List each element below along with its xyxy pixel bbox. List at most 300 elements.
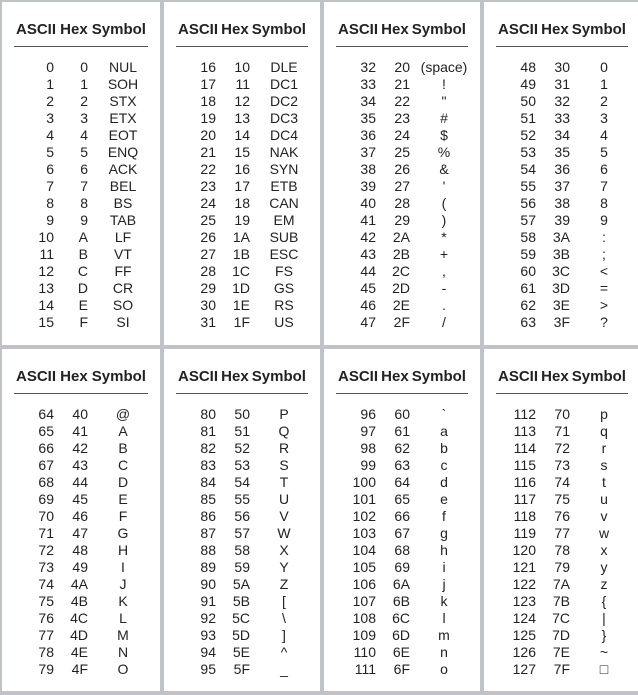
table-row (176, 593, 308, 610)
table-row (336, 127, 468, 144)
symbol-cell: DC4 (269, 127, 298, 143)
column-header (336, 21, 468, 47)
table-row (496, 525, 628, 542)
table-row (496, 610, 628, 627)
hex-cell: 26 (394, 161, 410, 177)
symbol-cell: TAB (109, 212, 137, 228)
hex-cell: 16 (234, 161, 250, 177)
table-row (176, 110, 308, 127)
symbol-cell: FS (275, 263, 293, 279)
ascii-cell: 29 (200, 280, 216, 296)
ascii-cell: 94 (200, 644, 216, 660)
ascii-cell: 1 (46, 76, 54, 92)
hex-cell: 11 (235, 76, 250, 92)
symbol-cell: FF (114, 263, 132, 279)
hex-cell: 3 (80, 110, 88, 126)
hex-cell: 34 (554, 127, 570, 143)
header-ascii: ASCII (16, 368, 57, 385)
table-row (176, 610, 308, 627)
table-row (14, 542, 148, 559)
hex-cell: 35 (554, 144, 570, 160)
ascii-cell: 21 (200, 144, 216, 160)
ascii-cell: 72 (38, 542, 54, 558)
symbol-cell: STX (109, 93, 137, 109)
table-row (336, 644, 468, 661)
symbol-cell: G (117, 525, 129, 541)
symbol-cell: ' (442, 178, 446, 194)
ascii-cell: 106 (352, 576, 376, 592)
symbol-cell: EOT (108, 127, 138, 143)
symbol-cell: e (440, 491, 448, 507)
table-row (176, 280, 308, 297)
symbol-cell: W (277, 525, 291, 541)
ascii-cell: 34 (360, 93, 376, 109)
table-row (176, 661, 308, 678)
symbol-cell: E (118, 491, 128, 507)
ascii-cell: 99 (360, 457, 376, 473)
hex-cell: 6A (392, 576, 410, 592)
symbol-cell: l (442, 610, 446, 626)
symbol-cell: h (440, 542, 448, 558)
ascii-cell: 68 (38, 474, 54, 490)
table-row (176, 212, 308, 229)
hex-cell: 24 (394, 127, 410, 143)
ascii-cell: 14 (38, 297, 54, 313)
table-row (176, 627, 308, 644)
hex-cell: 5B (232, 593, 250, 609)
ascii-cell: 52 (520, 127, 536, 143)
symbol-cell: y (600, 559, 608, 575)
ascii-cell: 74 (38, 576, 54, 592)
header-ascii: ASCII (16, 21, 57, 38)
symbol-cell: k (440, 593, 448, 609)
hex-cell: 15 (234, 144, 250, 160)
header-symbol: Symbol (251, 368, 306, 385)
table-row (14, 212, 148, 229)
ascii-cell: 80 (200, 406, 216, 422)
ascii-cell: 71 (38, 525, 54, 541)
hex-cell: 46 (72, 508, 88, 524)
table-rows (176, 406, 308, 678)
table-row (176, 423, 308, 440)
ascii-cell: 50 (520, 93, 536, 109)
hex-cell: 5C (232, 610, 250, 626)
symbol-cell: ! (442, 76, 446, 92)
symbol-cell: 1 (600, 76, 608, 92)
symbol-cell: } (601, 627, 607, 643)
symbol-cell: [ (282, 593, 286, 609)
ascii-cell: 27 (200, 246, 216, 262)
hex-cell: 6E (392, 644, 410, 660)
ascii-cell: 26 (200, 229, 216, 245)
ascii-cell: 107 (352, 593, 376, 609)
table-row (336, 297, 468, 314)
ascii-cell: 86 (200, 508, 216, 524)
hex-cell: D (77, 280, 88, 296)
symbol-cell: 8 (600, 195, 608, 211)
ascii-cell: 118 (513, 508, 536, 524)
ascii-cell: 48 (520, 59, 536, 75)
table-row (496, 627, 628, 644)
table-row (14, 93, 148, 110)
table-row (496, 161, 628, 178)
hex-cell: 3E (552, 297, 570, 313)
hex-cell: 1B (232, 246, 250, 262)
hex-cell: 30 (554, 59, 570, 75)
table-row (176, 457, 308, 474)
hex-cell: 6 (80, 161, 88, 177)
ascii-cell: 81 (200, 423, 216, 439)
hex-cell: 31 (554, 76, 570, 92)
symbol-cell: K (118, 593, 128, 609)
ascii-cell: 100 (352, 474, 376, 490)
hex-cell: 79 (554, 559, 570, 575)
ascii-cell: 101 (352, 491, 376, 507)
hex-cell: 76 (554, 508, 570, 524)
table-row (14, 423, 148, 440)
symbol-cell: - (441, 280, 447, 296)
table-row (336, 542, 468, 559)
table-row (176, 144, 308, 161)
symbol-cell: r (601, 440, 607, 456)
table-rows (176, 59, 308, 331)
table-row (176, 229, 308, 246)
hex-cell: 6D (392, 627, 410, 643)
hex-cell: 25 (394, 144, 410, 160)
ascii-cell: 103 (352, 525, 376, 541)
ascii-cell: 18 (200, 93, 216, 109)
symbol-cell: Y (279, 559, 289, 575)
table-panel (324, 349, 480, 691)
symbol-cell: * (441, 229, 447, 245)
symbol-cell: w (598, 525, 610, 541)
table-row (496, 59, 628, 76)
hex-cell: 1D (232, 280, 250, 296)
symbol-cell: ~ (599, 644, 609, 660)
symbol-cell: Z (279, 576, 289, 592)
symbol-cell: i (442, 559, 446, 575)
table-row (496, 127, 628, 144)
table-row (496, 423, 628, 440)
ascii-cell: 87 (200, 525, 216, 541)
symbol-cell: s (600, 457, 608, 473)
header-hex: Hex (60, 21, 88, 38)
hex-cell: E (78, 297, 88, 313)
table-row (496, 246, 628, 263)
table-row (496, 110, 628, 127)
hex-cell: 7A (552, 576, 570, 592)
ascii-cell: 37 (360, 144, 376, 160)
symbol-cell: p (600, 406, 608, 422)
symbol-cell: ETX (109, 110, 137, 126)
table-row (14, 593, 148, 610)
ascii-cell: 53 (520, 144, 536, 160)
table-row (496, 576, 628, 593)
ascii-cell: 105 (352, 559, 376, 575)
table-row (496, 178, 628, 195)
hex-cell: 60 (394, 406, 410, 422)
hex-cell: 4 (80, 127, 88, 143)
ascii-cell: 60 (520, 263, 536, 279)
ascii-cell: 19 (200, 110, 216, 126)
symbol-cell: BEL (109, 178, 137, 194)
symbol-cell: V (279, 508, 289, 524)
symbol-cell: RS (274, 297, 294, 313)
ascii-cell: 104 (352, 542, 376, 558)
table-row (336, 593, 468, 610)
symbol-cell: ; (602, 246, 606, 262)
hex-cell: 7F (553, 661, 570, 677)
symbol-cell: ESC (269, 246, 299, 262)
ascii-cell: 15 (38, 314, 54, 330)
hex-cell: 64 (394, 474, 410, 490)
ascii-cell: 3 (46, 110, 54, 126)
column-header (14, 21, 148, 47)
hex-cell: 3B (552, 246, 570, 262)
hex-cell: 4A (70, 576, 88, 592)
symbol-cell: DC1 (269, 76, 298, 92)
table-row (336, 491, 468, 508)
hex-cell: 5 (80, 144, 88, 160)
hex-cell: 4B (70, 593, 88, 609)
hex-cell: 6F (393, 661, 410, 677)
ascii-cell: 98 (360, 440, 376, 456)
symbol-cell: LF (114, 229, 132, 245)
hex-cell: 5A (232, 576, 250, 592)
table-row (14, 297, 148, 314)
ascii-cell: 36 (360, 127, 376, 143)
header-symbol: Symbol (571, 368, 626, 385)
column-header (336, 368, 468, 394)
ascii-cell: 39 (360, 178, 376, 194)
ascii-cell: 57 (520, 212, 536, 228)
table-row (14, 144, 148, 161)
symbol-cell: F (118, 508, 128, 524)
ascii-cell: 119 (513, 525, 536, 541)
table-row (336, 229, 468, 246)
ascii-cell: 83 (200, 457, 216, 473)
table-panel (164, 349, 320, 691)
symbol-cell: 6 (600, 161, 608, 177)
ascii-cell: 22 (200, 161, 216, 177)
ascii-cell: 69 (38, 491, 54, 507)
ascii-cell: 122 (512, 576, 536, 592)
symbol-cell: ) (441, 212, 447, 228)
hex-cell: 5F (233, 661, 250, 677)
ascii-cell: 62 (520, 297, 536, 313)
hex-cell: 73 (554, 457, 570, 473)
hex-cell: 38 (554, 195, 570, 211)
ascii-cell: 93 (200, 627, 216, 643)
ascii-cell: 16 (200, 59, 216, 75)
ascii-cell: 91 (200, 593, 216, 609)
symbol-cell: q (600, 423, 608, 439)
symbol-cell: . (442, 297, 446, 313)
table-row (336, 406, 468, 423)
symbol-cell: 3 (600, 110, 608, 126)
symbol-cell: @ (115, 406, 131, 422)
hex-cell: 32 (554, 93, 570, 109)
ascii-cell: 123 (512, 593, 536, 609)
hex-cell: 9 (80, 212, 88, 228)
table-row (14, 406, 148, 423)
ascii-cell: 92 (200, 610, 216, 626)
table-row (496, 212, 628, 229)
ascii-cell: 2 (46, 93, 54, 109)
symbol-cell: ( (441, 195, 447, 211)
header-ascii: ASCII (338, 21, 379, 38)
ascii-cell: 70 (38, 508, 54, 524)
ascii-cell: 102 (352, 508, 376, 524)
ascii-cell: 64 (38, 406, 54, 422)
header-symbol: Symbol (411, 21, 466, 38)
ascii-cell: 47 (360, 314, 376, 330)
table-row (496, 406, 628, 423)
table-row (336, 440, 468, 457)
ascii-cell: 67 (38, 457, 54, 473)
symbol-cell: & (439, 161, 449, 177)
header-hex: Hex (541, 21, 569, 38)
hex-cell: 14 (234, 127, 250, 143)
hex-cell: 3F (553, 314, 570, 330)
ascii-cell: 32 (360, 59, 376, 75)
hex-cell: 6C (392, 610, 410, 626)
ascii-cell: 79 (38, 661, 54, 677)
ascii-cell: 73 (38, 559, 54, 575)
table-rows (496, 59, 628, 331)
ascii-cell: 24 (200, 195, 216, 211)
ascii-cell: 112 (513, 406, 536, 422)
header-ascii: ASCII (498, 368, 539, 385)
ascii-cell: 97 (360, 423, 376, 439)
hex-cell: B (78, 246, 88, 262)
hex-cell: C (77, 263, 88, 279)
table-row (176, 525, 308, 542)
ascii-cell: 84 (200, 474, 216, 490)
table-row (496, 474, 628, 491)
ascii-cell: 127 (512, 661, 536, 677)
table-row (336, 195, 468, 212)
table-row (176, 93, 308, 110)
symbol-cell: x (600, 542, 608, 558)
symbol-cell: US (274, 314, 294, 330)
hex-cell: 67 (394, 525, 410, 541)
symbol-cell: U (278, 491, 290, 507)
symbol-cell: 7 (600, 178, 608, 194)
ascii-cell: 33 (360, 76, 376, 92)
ascii-cell: 11 (39, 246, 54, 262)
hex-cell: 4E (70, 644, 88, 660)
symbol-cell: < (599, 263, 609, 279)
symbol-cell: ACK (108, 161, 138, 177)
table-row (336, 508, 468, 525)
hex-cell: 68 (394, 542, 410, 558)
table-rows (336, 59, 468, 331)
ascii-cell: 63 (520, 314, 536, 330)
table-row (336, 263, 468, 280)
ascii-cell: 35 (360, 110, 376, 126)
ascii-cell: 115 (513, 457, 536, 473)
symbol-cell: ENQ (107, 144, 139, 160)
ascii-cell: 108 (352, 610, 376, 626)
hex-cell: 63 (394, 457, 410, 473)
table-row (336, 178, 468, 195)
ascii-cell: 46 (360, 297, 376, 313)
header-hex: Hex (381, 368, 409, 385)
ascii-cell: 25 (200, 212, 216, 228)
symbol-cell: GS (273, 280, 295, 296)
symbol-cell: $ (440, 127, 448, 143)
hex-cell: A (78, 229, 88, 245)
table-row (336, 76, 468, 93)
hex-cell: 33 (554, 110, 570, 126)
ascii-cell: 5 (46, 144, 54, 160)
table-row (176, 644, 308, 661)
symbol-cell: ^ (280, 644, 288, 660)
ascii-cell: 12 (38, 263, 54, 279)
header-hex: Hex (381, 21, 409, 38)
table-row (496, 280, 628, 297)
symbol-cell: Q (278, 423, 290, 439)
symbol-cell: \ (282, 610, 286, 626)
symbol-cell: ] (282, 627, 286, 643)
hex-cell: 59 (234, 559, 250, 575)
hex-cell: 51 (234, 423, 250, 439)
hex-cell: 7 (80, 178, 88, 194)
symbol-cell: X (279, 542, 289, 558)
table-row (14, 627, 148, 644)
symbol-cell: ETB (270, 178, 298, 194)
table-row (336, 246, 468, 263)
ascii-cell: 54 (520, 161, 536, 177)
symbol-cell: 5 (600, 144, 608, 160)
ascii-cell: 44 (360, 263, 376, 279)
ascii-cell: 20 (200, 127, 216, 143)
symbol-cell: c (440, 457, 448, 473)
table-panel (164, 2, 320, 345)
ascii-cell: 88 (200, 542, 216, 558)
symbol-cell: SUB (269, 229, 299, 245)
hex-cell: 52 (234, 440, 250, 456)
hex-cell: 3C (552, 263, 570, 279)
table-row (176, 474, 308, 491)
table-row (336, 280, 468, 297)
symbol-cell: m (438, 627, 450, 643)
ascii-cell: 121 (512, 559, 536, 575)
hex-cell: 78 (554, 542, 570, 558)
table-row (336, 610, 468, 627)
table-row (176, 161, 308, 178)
hex-cell: 71 (554, 423, 570, 439)
table-panel (2, 349, 160, 691)
ascii-cell: 126 (512, 644, 536, 660)
header-hex: Hex (541, 368, 569, 385)
symbol-cell: S (279, 457, 289, 473)
table-row (14, 559, 148, 576)
symbol-cell: , (442, 263, 446, 279)
hex-cell: 7C (552, 610, 570, 626)
hex-cell: 4D (70, 627, 88, 643)
ascii-cell: 40 (360, 195, 376, 211)
hex-cell: 7D (552, 627, 570, 643)
hex-cell: 2B (392, 246, 410, 262)
hex-cell: 53 (234, 457, 250, 473)
table-row (336, 93, 468, 110)
hex-cell: 3A (552, 229, 570, 245)
table-row (14, 263, 148, 280)
table-rows (496, 406, 628, 678)
ascii-cell: 78 (38, 644, 54, 660)
